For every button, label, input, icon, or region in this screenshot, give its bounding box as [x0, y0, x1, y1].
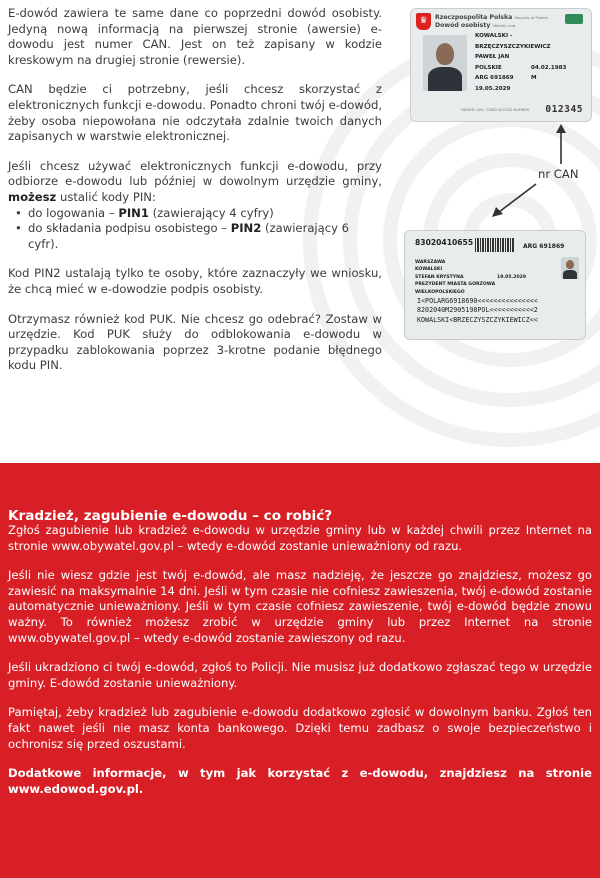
intro-text: [8, 6, 382, 388]
intro-paragraph-4: Kod PIN2 ustalają tylko te osoby, które zaznaczyły we wniosku, że chcą mieć w e-dowodzie podpis osobisty.: [8, 266, 382, 296]
theft-paragraph-1: Zgłoś zagubienie lub kradzież e-dowodu w urzędzie gminy lub w każdej chwili przez Internet na stronie www.obywatel.gov.pl – wtedy e-dowód zostanie unieważniony od razu.: [8, 523, 592, 553]
list-item: • do logowania – PIN1 (zawierający 4 cyfry): [8, 206, 382, 222]
can-number: 012345: [545, 104, 583, 115]
theft-text: [8, 523, 592, 811]
more-info-paragraph: Dodatkowe informacje, w tym jak korzystać z e-dowodu, znajdziesz na stronie www.edowod.gov.pl.: [8, 766, 592, 796]
id-card-back: [404, 230, 586, 340]
theft-paragraph-4: Pamiętaj, żeby kradzież lub zagubienie e-dowodu dodatkowo zgłosić w dowolnym banku. Zgłoś ten fakt nawet jeśli nie masz konta bankowego. Dzięki temu zadbasz o swoje bezpieczeństwo i ochronisz się przed oszustami.: [8, 705, 592, 751]
barcode-icon: [475, 238, 515, 252]
can-label: NUMER CAN / CARD ACCESS NUMBER: [461, 108, 529, 112]
intro-paragraph-3: Jeśli chcesz używać elektronicznych funkcji e-dowodu, przy odbiorze e-dowodu lub później w dowolnym urzędzie gminy, możesz ustalić kody PIN:: [8, 158, 382, 204]
card-serial: ARG 691869: [523, 243, 565, 250]
arrow-down-left-icon: [492, 182, 538, 218]
card-photo-small: [561, 257, 579, 279]
card-photo: [423, 35, 467, 91]
section-heading: Kradzież, zagubienie e-dowodu – co robić?: [8, 508, 333, 524]
pesel-number: 83020410655: [415, 238, 474, 247]
id-card-front: [410, 8, 592, 122]
intro-paragraph-5: Otrzymasz również kod PUK. Nie chcesz go odebrać? Zostaw w urzędzie. Kod PUK służy do odblokowania e-dowodu w przypadku zablokowania poprzez 3-krotne podanie błędnego kodu PIN.: [8, 311, 382, 373]
chip-icon: [565, 14, 583, 24]
theft-section: [0, 463, 600, 878]
intro-paragraph-1: E-dowód zawiera te same dane co poprzedni dowód osobisty. Jedyną nową informacją na pierwszej stronie (awersie) e-dowodu jest numer CAN. Jest on też zapisany w kodzie kreskowym na drugiej stronie (rewersie).: [8, 6, 382, 67]
theft-paragraph-2: Jeśli nie wiesz gdzie jest twój e-dowód, ale masz nadzieję, że jeszcze go znajdziesz, możesz go zawiesić na maksymalnie 14 dni. Jeśli w tym czasie nie cofniesz zawieszenia, twój e-dowód zostanie automatycznie unieważniony. Jeśli w tym czasie cofniesz zawieszenie, twój e-dowód będzie znowu ważny. To również możesz zrobić w urzędzie gminy lub przez Internet na stronie www.obywatel.gov.pl – wtedy e-dowód zostanie zawieszony od razu.: [8, 568, 592, 645]
card-fields: KOWALSKI - BRZĘCZYSZCZYKIEWICZ PAWEŁ JAN POLSKIE 04.02.1983 ARG 691869 M 19.05.2029: [475, 33, 567, 92]
list-item: • do składania podpisu osobistego – PIN2 (zawierający 6 cyfr).: [8, 221, 382, 252]
theft-paragraph-3: Jeśli ukradziono ci twój e-dowód, zgłoś to Policji. Nie musisz już dodatkowo zgłaszać tego w urzędzie gminy. E-dowód zostanie unieważniony.: [8, 660, 592, 690]
arrow-up-icon: [554, 124, 568, 166]
pin-list: [8, 206, 382, 253]
card-back-fields: WARSZAWA KOWALSKI STEFAN KRYSTYNA 19.05.2029 PREZYDENT MIASTA GORZOWA WIELKOPOLSKIEGO: [415, 260, 527, 295]
intro-paragraph-2: CAN będzie ci potrzebny, jeśli chcesz skorzystać z elektronicznych funkcji e-dowodu. Ponadto chroni twój e-dowód, żeby osoba niepowołana nie odczytała zdalnie twoich danych zapisanych w warstwie elektronicznej.: [8, 82, 382, 144]
nr-can-label: nr CAN: [538, 167, 579, 181]
eagle-emblem-icon: ♛: [416, 13, 431, 30]
mrz-zone: I<POLARG6918690<<<<<<<<<<<<<<< 8202040M2905198POL<<<<<<<<<<<2 KOWALSKI<BRZECZYSZCZYKIEWICZ<<: [417, 297, 538, 324]
card-header: Rzeczpospolita Polska Republic of Poland Dowód osobisty Identity card: [435, 14, 548, 29]
